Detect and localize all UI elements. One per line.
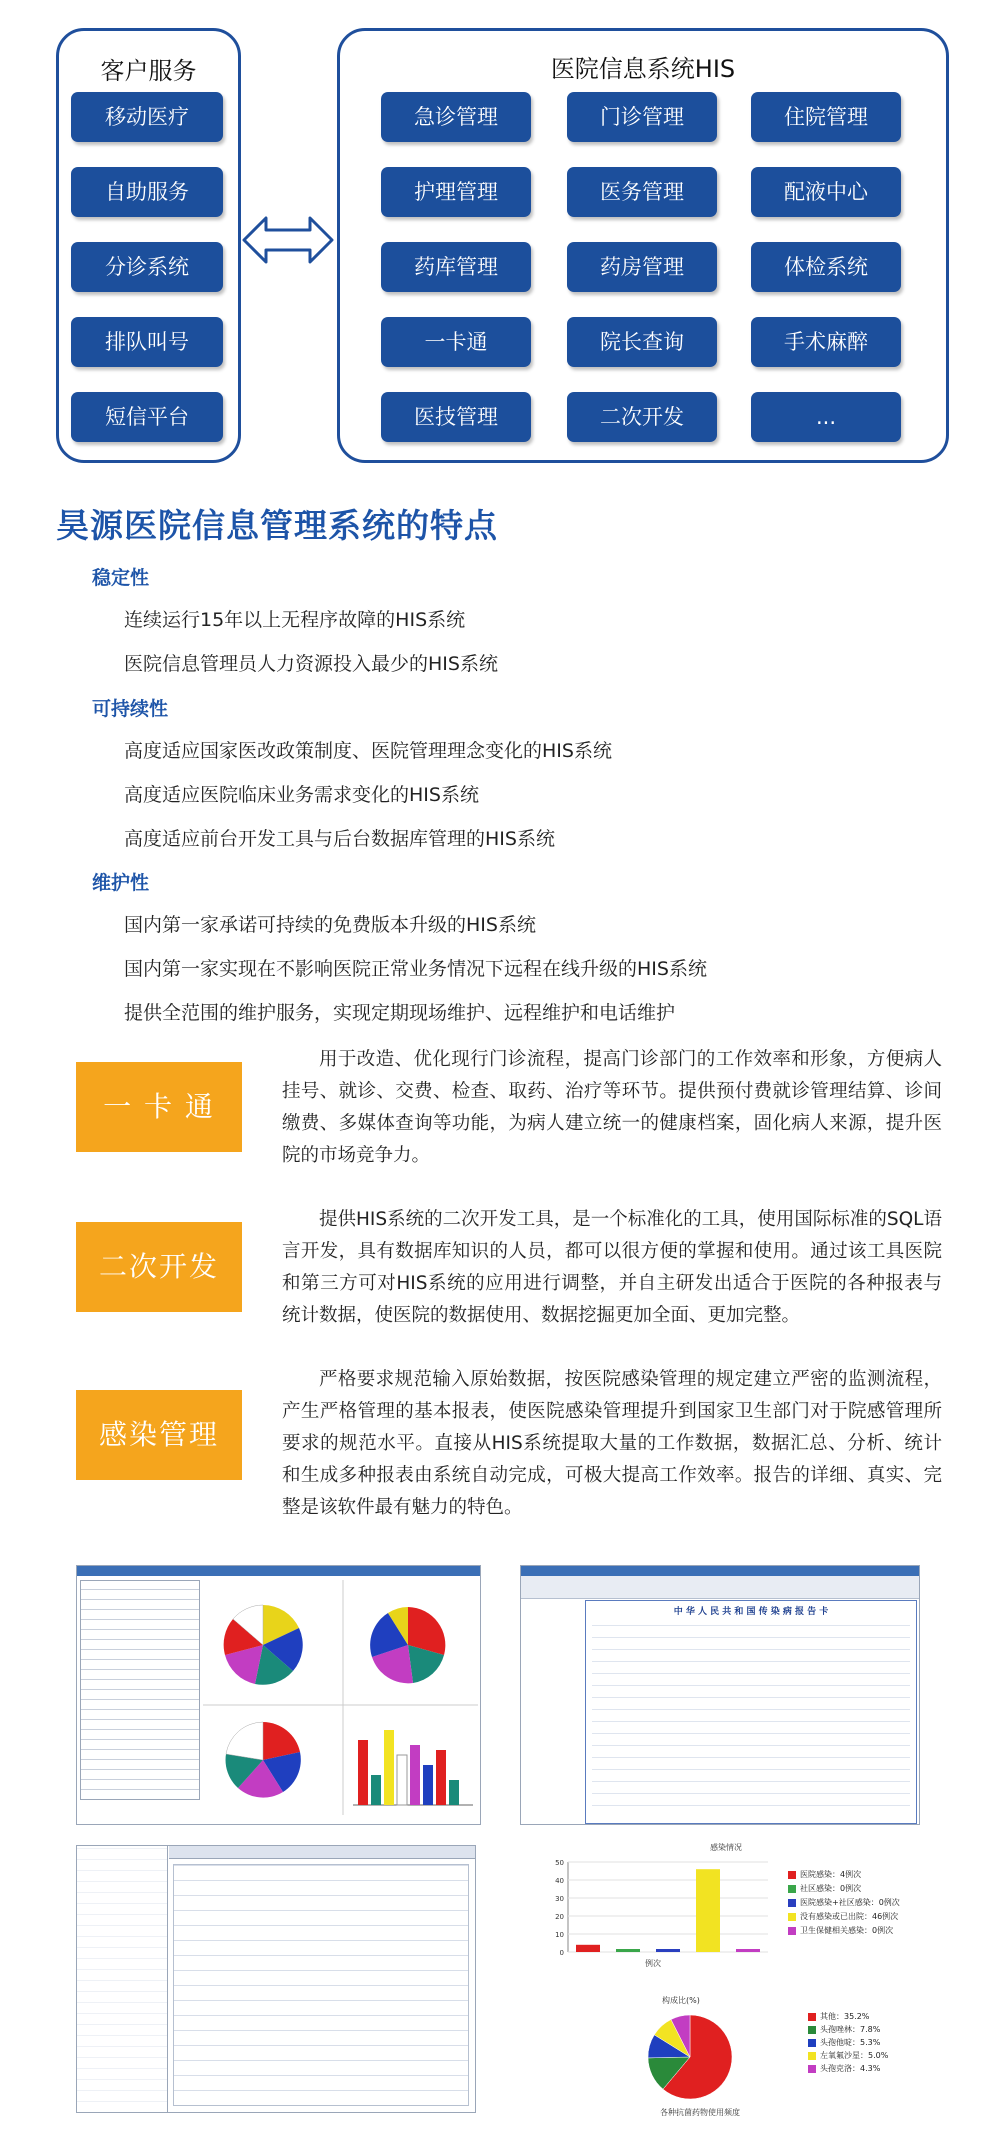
- feature-item: 国内第一家实现在不影响医院正常业务情况下远程在线升级的HIS系统: [124, 958, 707, 980]
- infection-chart-title: 感染情况: [710, 1843, 742, 1852]
- his-module-10[interactable]: 院长查询: [567, 317, 717, 367]
- his-module-8[interactable]: 体检系统: [751, 242, 901, 292]
- antibiotic-xlabel: 各种抗菌药物使用频度: [660, 2108, 740, 2117]
- legend-item: [788, 1910, 900, 1924]
- feature-group-sustainability: 可持续性: [92, 698, 169, 720]
- window-titlebar: [521, 1566, 919, 1576]
- his-module-7[interactable]: 药房管理: [567, 242, 717, 292]
- cs-item-sms[interactable]: 短信平台: [71, 392, 223, 442]
- cs-item-triage[interactable]: 分诊系统: [71, 242, 223, 292]
- his-module-11[interactable]: 手术麻醉: [751, 317, 901, 367]
- y-tick-label: 50: [555, 1859, 564, 1867]
- his-title: 医院信息系统HIS: [550, 55, 736, 83]
- legend-swatch: [808, 2065, 816, 2073]
- legend-label: 头孢克洛：4.3%: [820, 2064, 881, 2073]
- form-fields: [592, 1619, 910, 1817]
- feature-item: 高度适应国家医改政策制度、医院管理理念变化的HIS系统: [124, 740, 612, 762]
- legend-label: 其他：35.2%: [820, 2012, 870, 2021]
- legend-item: [808, 2049, 888, 2062]
- feature-group-maintenance: 维护性: [92, 872, 150, 894]
- tree-panel: [77, 1846, 168, 2112]
- toolbar: [521, 1576, 919, 1599]
- legend-swatch: [808, 2039, 816, 2047]
- feature-item: 高度适应医院临床业务需求变化的HIS系统: [124, 784, 479, 806]
- antibiotic-chart-title: 构成比(%): [662, 1996, 700, 2005]
- his-module-9[interactable]: 一卡通: [381, 317, 531, 367]
- legend-label: 卫生保健相关感染：0例次: [800, 1926, 894, 1935]
- legend-swatch: [788, 1885, 796, 1893]
- legend-label: 左氧氟沙星：5.0%: [820, 2051, 889, 2060]
- cs-item-queue[interactable]: 排队叫号: [71, 317, 223, 367]
- legend-item: [808, 2036, 888, 2049]
- y-tick-label: 10: [555, 1931, 564, 1939]
- legend-item: [788, 1882, 900, 1896]
- legend-label: 社区感染：0例次: [800, 1884, 862, 1893]
- report-card-title: 中 华 人 民 共 和 国 传 染 病 报 告 卡: [673, 1607, 829, 1617]
- form-area: [173, 1864, 469, 2106]
- bar-2: [656, 1949, 680, 1952]
- feature-item: 连续运行15年以上无程序故障的HIS系统: [124, 609, 466, 631]
- legend-item: [788, 1896, 900, 1910]
- tab-strip: [169, 1846, 475, 1859]
- window-titlebar: [77, 1566, 480, 1576]
- features-heading: 昊源医院信息管理系统的特点: [56, 506, 498, 545]
- cs-item-self-service[interactable]: 自助服务: [71, 167, 223, 217]
- his-module-14[interactable]: ...: [751, 392, 901, 442]
- bar-3: [696, 1869, 720, 1952]
- his-module-5[interactable]: 配液中心: [751, 167, 901, 217]
- his-module-13[interactable]: 二次开发: [567, 392, 717, 442]
- screenshot-report-card: [520, 1565, 920, 1825]
- feature-group-stability: 稳定性: [92, 567, 150, 589]
- legend-item: [808, 2010, 888, 2023]
- antibiotic-pie-svg: [590, 1995, 790, 2120]
- legend-item: [788, 1924, 900, 1938]
- legend-swatch: [808, 2026, 816, 2034]
- legend-swatch: [788, 1927, 796, 1935]
- y-tick-label: 20: [555, 1913, 564, 1921]
- feature-item: 医院信息管理员人力资源投入最少的HIS系统: [124, 653, 498, 675]
- block-label-secondary-dev: 二次开发: [76, 1222, 242, 1312]
- y-tick-label: 0: [559, 1949, 564, 1957]
- block-label-one-card: 一 卡 通: [76, 1062, 242, 1152]
- his-module-12[interactable]: 医技管理: [381, 392, 531, 442]
- infection-xlabel: 例次: [645, 1959, 661, 1968]
- legend-label: 头孢他啶：5.3%: [820, 2038, 881, 2047]
- report-form: [585, 1600, 917, 1824]
- block-text-one-card: 用于改造、优化现行门诊流程，提高门诊部门的工作效率和形象，方便病人挂号、就诊、交费、检查、取药、治疗等环节。提供预付费就诊管理结算、诊间缴费、多媒体查询等功能，为病人建立统一的健康档案，固化病人来源，提升医院的市场竞争力。: [282, 1049, 942, 1166]
- screenshot-statistics: [76, 1565, 481, 1825]
- feature-item: 提供全范围的维护服务，实现定期现场维护、远程维护和电话维护: [124, 1002, 676, 1024]
- feature-item: 高度适应前台开发工具与后台数据库管理的HIS系统: [124, 828, 555, 850]
- legend-swatch: [808, 2013, 816, 2021]
- y-tick-label: 40: [555, 1877, 564, 1885]
- cs-item-mobile[interactable]: 移动医疗: [71, 92, 223, 142]
- his-module-3[interactable]: 护理管理: [381, 167, 531, 217]
- bar-1: [616, 1949, 640, 1952]
- his-module-1[interactable]: 门诊管理: [567, 92, 717, 142]
- block-label-infection: 感染管理: [76, 1390, 242, 1480]
- his-module-4[interactable]: 医务管理: [567, 167, 717, 217]
- customer-service-title: 客户服务: [100, 57, 197, 85]
- legend-swatch: [788, 1871, 796, 1879]
- legend-label: 头孢唑林：7.8%: [820, 2025, 881, 2034]
- infection-legend: [788, 1868, 900, 1938]
- feature-item: 国内第一家承诺可持续的免费版本升级的HIS系统: [124, 914, 536, 936]
- legend-swatch: [788, 1899, 796, 1907]
- his-module-6[interactable]: 药库管理: [381, 242, 531, 292]
- screenshot-infection-form: [76, 1845, 476, 2113]
- legend-item: [788, 1868, 900, 1882]
- legend-item: [808, 2023, 888, 2036]
- legend-label: 医院感染：4例次: [800, 1870, 862, 1879]
- legend-swatch: [788, 1913, 796, 1921]
- pie-cluster: [203, 1580, 478, 1815]
- block-text-secondary-dev: 提供HIS系统的二次开发工具，是一个标准化的工具，使用国际标准的SQL语言开发，具有数据库知识的人员，都可以很方便的掌握和使用。通过该工具医院和第三方可对HIS系统的应用进行调整，并自主研发出适合于医院的各种报表与统计数据，使医院的数据使用、数据挖掘更加全面、更加完整。: [282, 1209, 942, 1326]
- antibiotic-chart: [540, 1995, 920, 2120]
- block-text-infection: 严格要求规范输入原始数据，按医院感染管理的规定建立严密的监测流程，产生严格管理的基本报表，使医院感染管理提升到国家卫生部门对于院感管理所要求的规范水平。直接从HIS系统提取大量的工作数据，数据汇总、分析、统计和生成多种报表由系统自动完成，可极大提高工作效率。报告的详细、真实、完整是该软件最有魅力的特色。: [282, 1369, 942, 1518]
- y-tick-label: 30: [555, 1895, 564, 1903]
- legend-label: 医院感染+社区感染：0例次: [800, 1898, 900, 1907]
- legend-label: 没有感染或已出院：46例次: [800, 1912, 899, 1921]
- double-arrow-icon: [242, 215, 334, 265]
- bar-0: [576, 1945, 600, 1952]
- bar-4: [736, 1949, 760, 1952]
- antibiotic-legend: [808, 2010, 888, 2075]
- infection-chart: [540, 1840, 920, 1980]
- legend-item: [808, 2062, 888, 2075]
- his-module-2[interactable]: 住院管理: [751, 92, 901, 142]
- his-module-0[interactable]: 急诊管理: [381, 92, 531, 142]
- legend-swatch: [808, 2052, 816, 2060]
- stats-table: [80, 1580, 200, 1800]
